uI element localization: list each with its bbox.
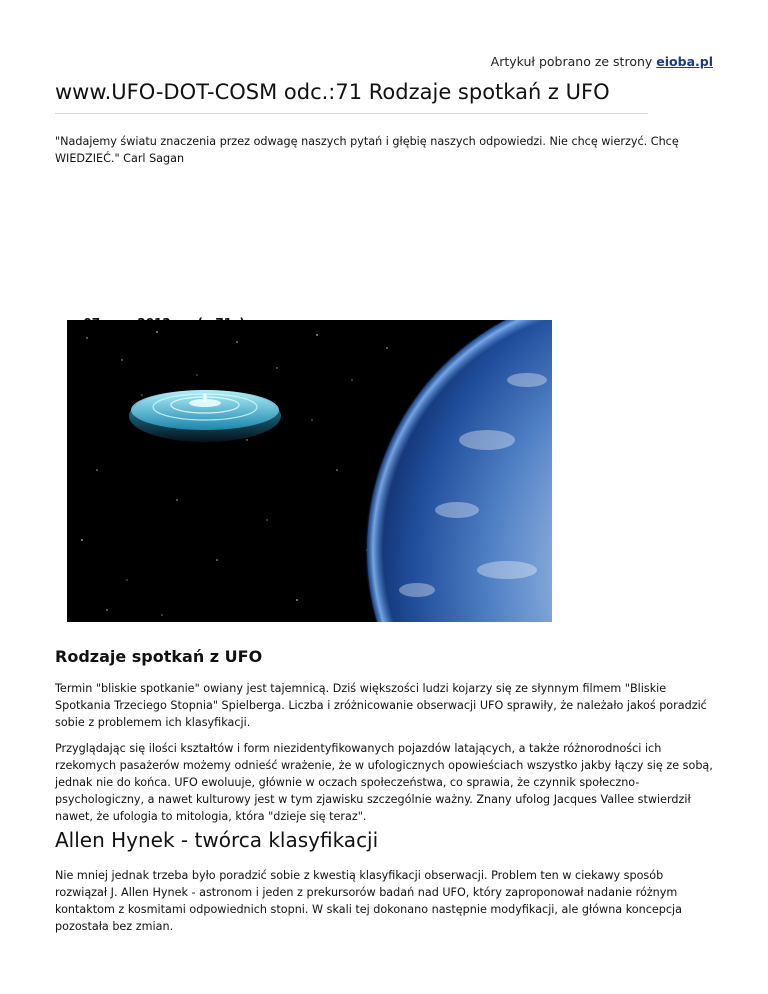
paragraph-shapes: Przyglądając się ilości kształtów i form niezidentyfikowanych pojazdów latających, a także różnorodności ich rzekomych pasażerów możemy odnieść wrażenie, że w ufologicznych opowieściach wszystko jakby łączy się ze sobą, jednak nie do końca. UFO ewoluuje, głównie w oczach społeczeństwa, co sprawia, że czynnik społeczno-psychologiczny, a nawet kulturowy jest w tym zjawisku szczególnie ważny. Znany ufolog Jacques Vallee stwierdził nawet, że ufologia to mitologia, która "dzieje się teraz". bbox=[55, 742, 713, 823]
title-divider bbox=[55, 113, 648, 114]
source-link[interactable]: eioba.pl bbox=[656, 54, 713, 69]
section-heading-types: Rodzaje spotkań z UFO bbox=[55, 647, 263, 666]
section-heading-hynek: Allen Hynek - twórca klasyfikacji bbox=[55, 828, 379, 852]
page-title: www.UFO-DOT-COSM odc.:71 Rodzaje spotkań z UFO bbox=[55, 80, 610, 104]
source-line bbox=[491, 54, 713, 69]
ufo-earth-illustration bbox=[67, 320, 552, 622]
source-prefix: Artykuł pobrano ze strony bbox=[490, 54, 657, 69]
intro-quote: "Nadajemy światu znaczenia przez odwagę naszych pytań i głębię naszych odpowiedzi. Nie chcę wierzyć. Chcę WIEDZIEĆ." Carl Sagan bbox=[55, 135, 679, 165]
paragraph-hynek: Nie mniej jednak trzeba było poradzić sobie z kwestią klasyfikacji obserwacji. Problem ten w ciekawy sposób rozwiązał J. Allen Hynek - astronom i jeden z prekursorów badań nad UFO, który zaproponował nadanie różnym kontaktom z kosmitami odpowiednich stopni. W skali tej dokonano następnie modyfikacji, ale główna koncepcja pozostała bez zmian. bbox=[55, 869, 682, 933]
paragraph-term: Termin "bliskie spotkanie" owiany jest tajemnicą. Dziś większości ludzi kojarzy się ze słynnym filmem "Bliskie Spotkania Trzeciego Stopnia" Spielberga. Liczba i zróżnicowanie obserwacji UFO sprawiły, że należało jakoś poradzić sobie z problemem ich klasyfikacji. bbox=[55, 682, 707, 729]
hero-image-ufo-earth bbox=[67, 320, 552, 622]
